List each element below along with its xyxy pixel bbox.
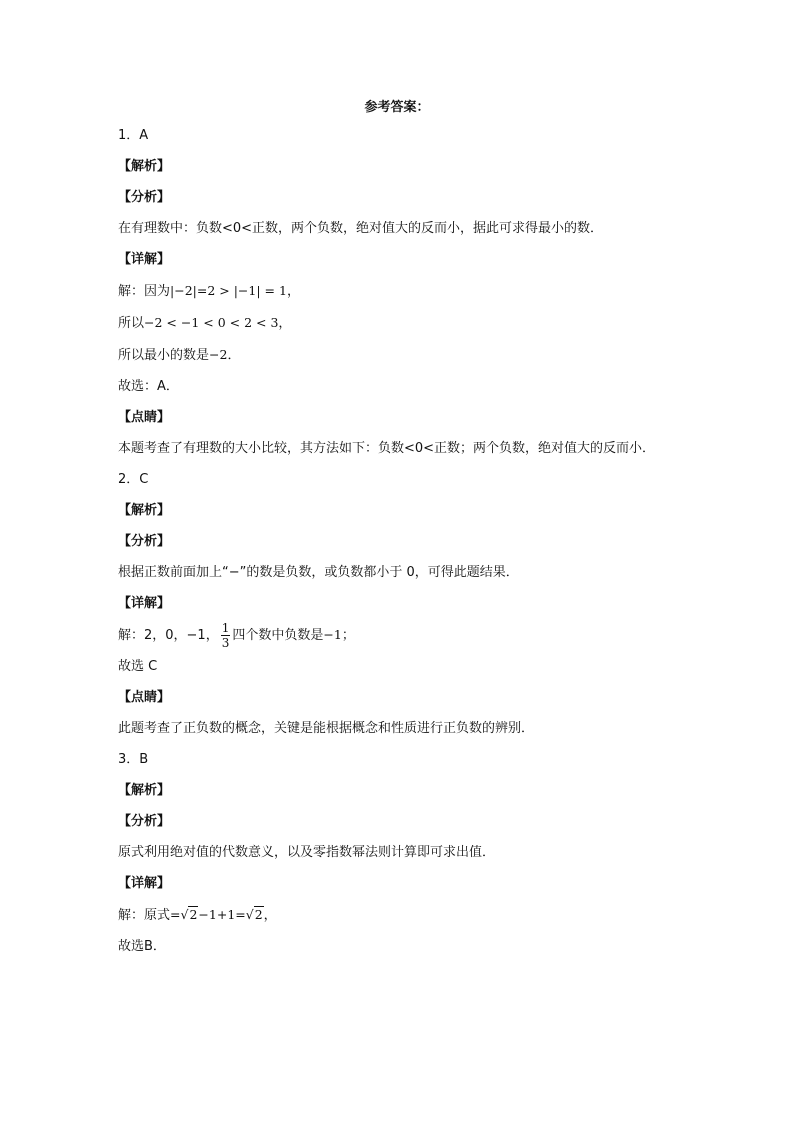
q1-step3 bbox=[118, 339, 678, 371]
q2-step1-end: ； bbox=[341, 628, 355, 643]
q3-step1 bbox=[118, 899, 678, 931]
q3-math-mid: −1+1= bbox=[198, 907, 246, 922]
q2-dianjing-heading: 【点睛】 bbox=[118, 690, 171, 705]
sqrt-symbol: √ bbox=[180, 907, 189, 922]
q1-step3-prefix: 所以最小的数是 bbox=[118, 348, 210, 363]
q1-fenxi-text: 在有理数中：负数<0<正数，两个负数，绝对值大的反而小，据此可求得最小的数． bbox=[118, 221, 604, 236]
page-title: 参考答案： bbox=[364, 100, 430, 115]
q2-choice: 故选 C bbox=[118, 659, 158, 674]
q1-fenxi-heading: 【分析】 bbox=[118, 190, 171, 205]
q3-answer: 3．B bbox=[118, 752, 149, 767]
q1-step2 bbox=[118, 307, 678, 339]
sqrt-symbol: √ bbox=[245, 907, 254, 922]
q1-choice: 故选：A． bbox=[118, 379, 179, 394]
q3-eq1: = bbox=[170, 907, 181, 922]
q1-step3-suffix: ． bbox=[227, 348, 241, 363]
q1-step1-math: |−2|=2 > |−1| = 1 bbox=[170, 283, 287, 298]
fraction-denominator: 3 bbox=[221, 636, 230, 650]
sqrt-expression-1 bbox=[181, 906, 199, 922]
q2-fenxi-heading: 【分析】 bbox=[118, 534, 171, 549]
q1-step2-prefix: 所以 bbox=[118, 316, 145, 331]
q1-step1 bbox=[118, 275, 678, 307]
sqrt-radicand: 2 bbox=[189, 907, 198, 922]
q2-jiexi-heading: 【解析】 bbox=[118, 503, 171, 518]
sqrt-expression-2 bbox=[246, 906, 264, 922]
q3-xiangjie-heading: 【详解】 bbox=[118, 876, 171, 891]
q2-step1-suffix: 四个数中负数是 bbox=[232, 628, 324, 643]
answer-content bbox=[118, 120, 678, 962]
q3-choice: 故选B． bbox=[118, 939, 166, 954]
q2-step1-prefix: 解：2，0，−1， bbox=[118, 628, 219, 643]
q3-step1-suffix: ， bbox=[263, 908, 277, 923]
q2-step1-math: −1 bbox=[323, 627, 342, 642]
fraction-one-third bbox=[221, 621, 231, 650]
q1-step1-suffix: ， bbox=[286, 284, 300, 299]
q3-jiexi-heading: 【解析】 bbox=[118, 783, 171, 798]
q3-step1-prefix: 解：原式 bbox=[118, 908, 171, 923]
fraction-numerator: 1 bbox=[221, 621, 230, 635]
q1-xiangjie-heading: 【详解】 bbox=[118, 252, 171, 267]
q1-step2-suffix: ， bbox=[278, 316, 292, 331]
q1-dianjing-text: 本题考查了有理数的大小比较，其方法如下：负数<0<正数；两个负数，绝对值大的反而小． bbox=[118, 441, 656, 456]
q2-dianjing-text: 此题考查了正负数的概念，关键是能根据概念和性质进行正负数的辨别． bbox=[118, 721, 535, 736]
q3-fenxi-text: 原式利用绝对值的代数意义，以及零指数幂法则计算即可求出值． bbox=[118, 845, 496, 860]
q1-step3-math: −2 bbox=[209, 347, 228, 362]
q2-fenxi-text: 根据正数前面加上“−”的数是负数，或负数都小于 0，可得此题结果． bbox=[118, 565, 519, 580]
q1-step2-math: −2 < −1 < 0 < 2 < 3 bbox=[144, 315, 279, 330]
q1-answer: 1．A bbox=[118, 128, 149, 143]
q1-dianjing-heading: 【点睛】 bbox=[118, 410, 171, 425]
sqrt-radicand: 2 bbox=[254, 907, 263, 922]
q2-xiangjie-heading: 【详解】 bbox=[118, 596, 171, 611]
q3-fenxi-heading: 【分析】 bbox=[118, 814, 171, 829]
q2-step1 bbox=[118, 619, 678, 651]
q2-answer: 2．C bbox=[118, 472, 149, 487]
q1-jiexi-heading: 【解析】 bbox=[118, 159, 171, 174]
q1-step1-prefix: 解：因为 bbox=[118, 284, 171, 299]
